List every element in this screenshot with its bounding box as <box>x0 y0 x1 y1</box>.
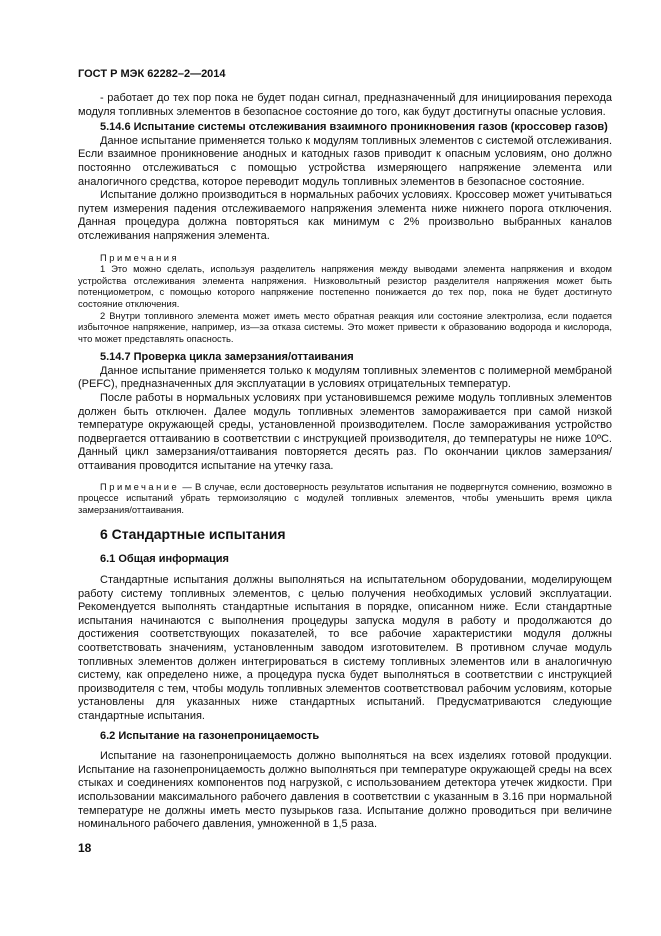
section-5-14-6 <box>78 121 612 344</box>
section-6 <box>78 526 612 831</box>
note-2: 2 Внутри топливного элемента может иметь место обратная реакция или состояние электролиза, если подается избыточное напряжение, например, из—за отказа системы. Это может привести к образованию водорода и кислорода, что может представлять опасность. <box>78 309 612 344</box>
note-text: — В случае, если достоверность результатов испытания не подвергнутся сомнению, возможно в процессе испытаний убрать термоизоляцию с модулей топливных элементов, чтобы уменьшить время цикла замерзания/оттаивания. <box>78 480 612 515</box>
document-header: ГОСТ Р МЭК 62282–2—2014 <box>78 68 226 80</box>
section-heading-6-1: 6.1 Общая информация <box>100 553 229 566</box>
paragraph: После работы в нормальных условиях при установившемся режиме модуль топливных элементов должен быть отключен. Далее модуль топливных элементов замораживается при самой низкой температуре окружающей среды, установленной производителем. После замораживания устройство подвергается оттаиванию в соответствии с инструкцией производителя, до температуры не ниже 10ºC. Данный цикл замерзания/оттаивания повторяется десять раз. По окончании циклов замерзания/оттаивания проводится испытание на утечку газа. <box>78 392 612 473</box>
paragraph: Стандартные испытания должны выполняться на испытательном оборудовании, моделирующем работу систему топливных элементов, с целью получения необходимых условий эксплуатации. Рекомендуется выполнять стандартные испытания в порядке, описанном ниже. Если стандартные испытания начинаются с выполнения процедуры запуска модуля в работу и продолжаются до достижения соответствующих показателей, то все рабочие характеристики модуля должны соответствовать значениям, установленным заводом изготовителем. В противном случае модуль топливных элементов должен интегрироваться в систему топливных элементов или в аналогичную систему, как определено ниже, а процедура пуска будет выполняться в соответствии с инструкцией производителя с тем, чтобы модуль топливных элементов соответствовал рабочим условиям, которые установлены для указанных ниже стандартных испытаний. Предусматриваются следующие стандартные испытания. <box>78 574 612 722</box>
section-5-14-7 <box>78 351 612 515</box>
chapter-heading: 6 Стандартные испытания <box>100 526 286 543</box>
page-number: 18 <box>78 840 92 855</box>
note-label: Примечание <box>100 480 180 492</box>
note-1: 1 Это можно сделать, используя разделитель напряжения между выводами элемента напряжения и входом устройства отслеживания элемента напряжения. Низковольтный резистор разделителя напряжения может быть потенциометром, с помощью которого напряжение постепенно понижается до тех пор, пока не будет достигнуто состояние отключения. <box>78 263 612 309</box>
paragraph: Данное испытание применяется только к модулям топливных элементов с полимерной мембраной (PEFC), предназначенных для эксплуатации в условиях отрицательных температур. <box>78 364 612 391</box>
note <box>78 481 612 516</box>
section-heading: 5.14.7 Проверка цикла замерзания/оттаивания <box>100 351 354 364</box>
section-heading: 5.14.6 Испытание системы отслеживания взаимного проникновения газов (кроссовер газов) <box>100 121 608 134</box>
paragraph: Данное испытание применяется только к модулям топливных элементов с системой отслеживания. Если взаимное проникновение анодных и катодных газов приводит к опасным условиям, оно должно постоянно отслеживаться с помощью устройства измеряющего напряжение элемента или аналогичного средства, которое переводит модуль топливных элементов в безопасное состояние. <box>78 134 612 188</box>
notes-title: Примечания <box>100 251 180 263</box>
section-heading-6-2: 6.2 Испытание на газонепроницаемость <box>100 729 320 742</box>
paragraph: Испытание на газонепроницаемость должно выполняться на всех изделиях готовой продукции. Испытание на газонепроницаемость должно выполняться при температуре окружающей среды на всех стыках и соединениях компонентов под нагрузкой, с использованием детектора утечек жидкости. При использовании максимального рабочего давления в соответствии с указанным в 3.16 при нормальной температуре не должны иметь место пузырьков газа. Испытание должно проводиться при величине номинального рабочего давления, умноженной в 1,5 раза. <box>78 750 612 831</box>
paragraph: Испытание должно производиться в нормальных рабочих условиях. Кроссовер может учитываться путем измерения падения отслеживаемого напряжения элемента ниже нижнего порога отключения. Данная процедура должна повторяться как минимум с 2% произвольно выбранных каналов отслеживания напряжения элемента. <box>78 189 612 242</box>
paragraph: - работает до тех пор пока не будет подан сигнал, предназначенный для инициирования перехода модуля топливных элементов в безопасное состояние до того, как будут достигнуты опасные условия. <box>78 92 612 118</box>
section-intro <box>78 92 612 119</box>
